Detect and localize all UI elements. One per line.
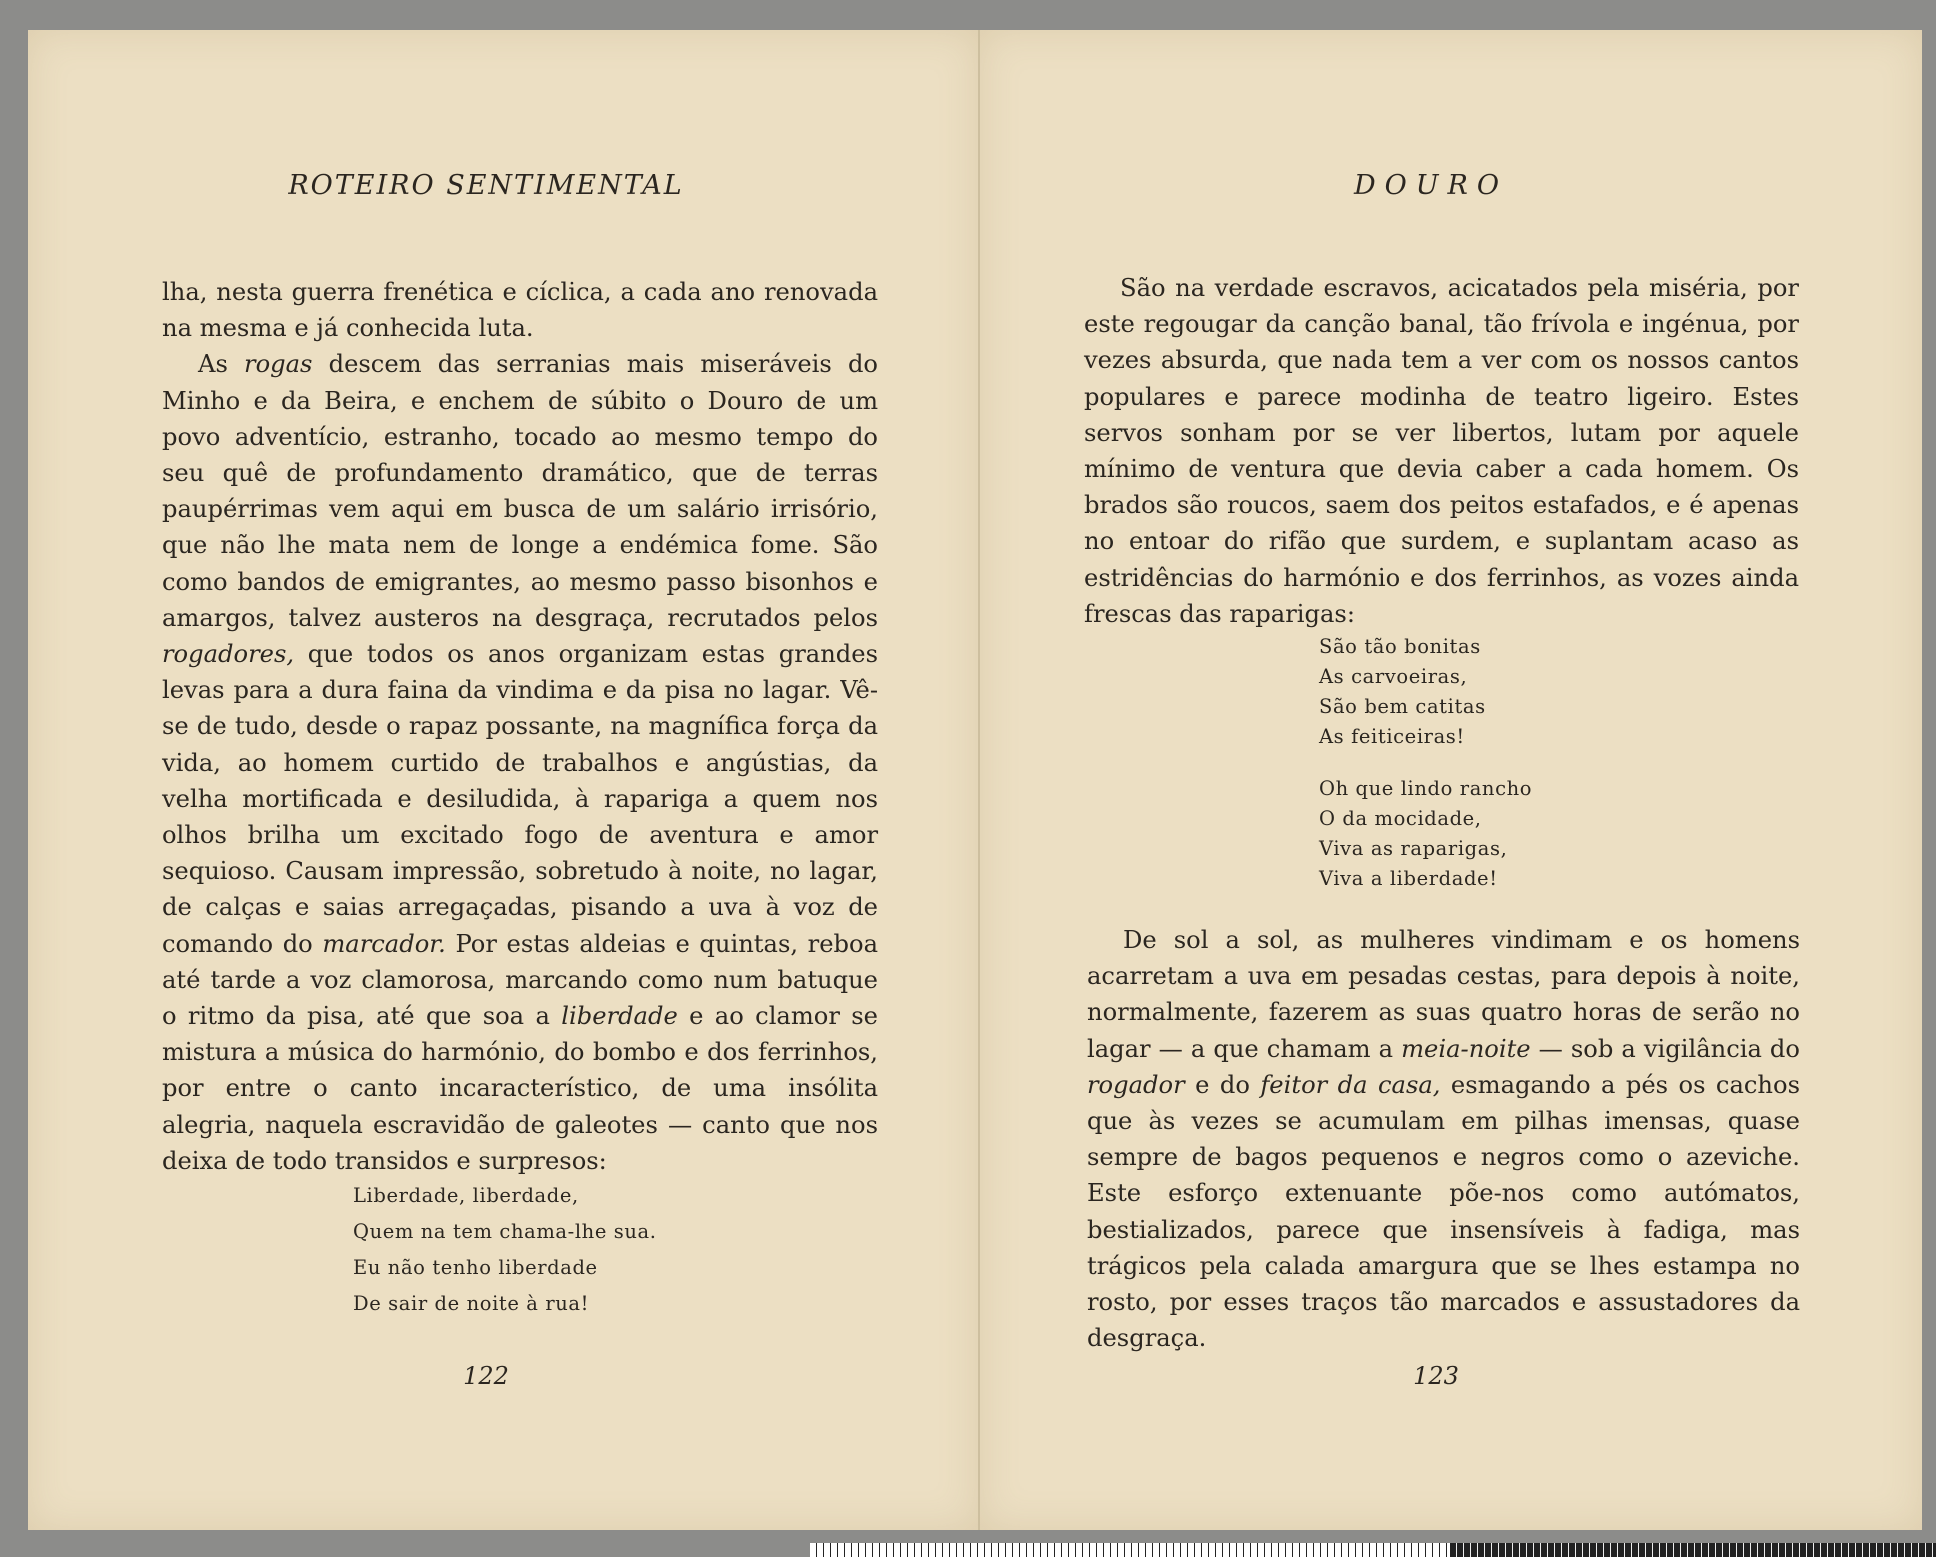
paragraph: lha, nesta guerra frenética e cíclica, a cada ano renovada na mesma e já conhecida luta. [162,278,878,343]
paragraph [162,346,878,1179]
right-page [980,30,1922,1530]
poem-liberdade [353,1178,657,1322]
scale-ruler-dark-segment [1450,1543,1936,1557]
page-number-right: 123 [1413,1362,1459,1390]
page-number-left: 122 [463,1362,509,1390]
poem-line: Viva as raparigas, [1319,837,1508,860]
poem-line: O da mocidade, [1319,807,1482,830]
scale-ruler [810,1543,1936,1557]
text-run: esmagando a pés os cachos que às vezes se acumulam em pilhas imensas, quase sempre de bagos pequenos e negros como o azeviche. Este esforço extenuante põe-nos como autómatos, bestializados, parece que insensíveis à fadiga, mas trágicos pela calada amargura que se lhes estampa no rosto, por esses traços tão marcados e assustadores da desgraça. [1087,1070,1800,1353]
text-run: Por estas aldeias e quintas, reboa até tarde a voz clamorosa, marcando como num batuque o ritmo da pisa, até que soa a [162,929,878,1031]
poem-rancho [1319,774,1532,894]
poem-line: Liberdade, liberdade, [353,1184,579,1207]
text-run: que todos os anos organizam estas grandes levas para a dura faina da vindima e da pisa no lagar. Vê-se de tudo, desde o rapaz possante, na magnífica força da vida, ao homem curtido de trabalhos e angústias, da velha mortificada e desiludida, à rapariga a quem nos olhos brilha um excitado fogo de aventura e amor sequioso. Causam impressão, sobretudo à noite, no lagar, de calças e saias arregaçadas, pisando a uva à voz de comando do [162,640,878,958]
running-head-right: DOURO [1353,170,1508,201]
left-page [28,30,980,1530]
body-text-right-top [1084,270,1799,632]
poem-line: Quem na tem chama-lhe sua. [353,1220,657,1243]
italic-term: rogadores, [162,640,295,669]
italic-term: rogas [244,350,313,379]
body-text-right-bottom [1087,922,1800,1356]
poem-carvoeiras [1319,632,1486,752]
text-run: De sol a sol, as mulheres vindimam e os homens acarretam a uva em pesadas cestas, para depois à noite, normalmente, fazerem as suas quatro horas de serão no lagar — a que chamam a [1087,926,1800,1063]
italic-term: rogador [1087,1070,1185,1099]
poem-line: Oh que lindo rancho [1319,777,1533,800]
poem-line: Eu não tenho liberdade [353,1256,598,1279]
poem-line: São bem catitas [1319,695,1486,718]
poem-line: Viva a liberdade! [1319,867,1498,890]
poem-line: São tão bonitas [1319,635,1481,658]
text-run: descem das serranias mais miseráveis do Minho e da Beira, e enchem de súbito o Douro de um povo adventício, estranho, tocado ao mesmo tempo do seu quê de profundamento dramático, que de terras paupérrimas vem aqui em busca de um salário irrisório, que não lhe mata nem de longe a endémica fome. São como bandos de emigrantes, ao mesmo passo bisonhos e amargos, talvez austeros na desgraça, recrutados pelos [162,350,878,632]
poem-line: As carvoeiras, [1319,665,1468,688]
running-head-left: ROTEIRO SENTIMENTAL [288,170,684,201]
text-run: e do [1184,1070,1261,1099]
italic-term: meia-noite [1401,1034,1531,1063]
italic-term: marcador. [322,929,446,958]
text-run: — sob a vigilância do [1530,1034,1800,1063]
text-run: e ao clamor se mistura a música do harmónio, do bombo e dos ferrinhos, por entre o canto incaracterístico, de uma insólita alegria, naquela escravidão de galeotes — canto que nos deixa de todo transidos e surpresos: [162,1002,878,1175]
text-run: As [198,350,245,379]
poem-line: De sair de noite à rua! [353,1292,590,1315]
body-text-left [162,274,878,1179]
italic-term: liberdade [561,1002,678,1031]
poem-line: As feiticeiras! [1319,725,1465,748]
paragraph: São na verdade escravos, acicatados pela miséria, por este regougar da canção banal, tão frívola e ingénua, por vezes absurda, que nada tem a ver com os nossos cantos populares e parece modinha de teatro ligeiro. Estes servos sonham por se ver libertos, lutam por aquele mínimo de ventura que devia caber a cada homem. Os brados são roucos, saem dos peitos estafados, e é apenas no entoar do rifão que surdem, e suplantam acaso as estridências do harmónio e dos ferrinhos, as vozes ainda frescas das raparigas: [1084,274,1799,628]
italic-term: feitor da casa, [1260,1070,1441,1099]
paragraph [1087,922,1800,1356]
